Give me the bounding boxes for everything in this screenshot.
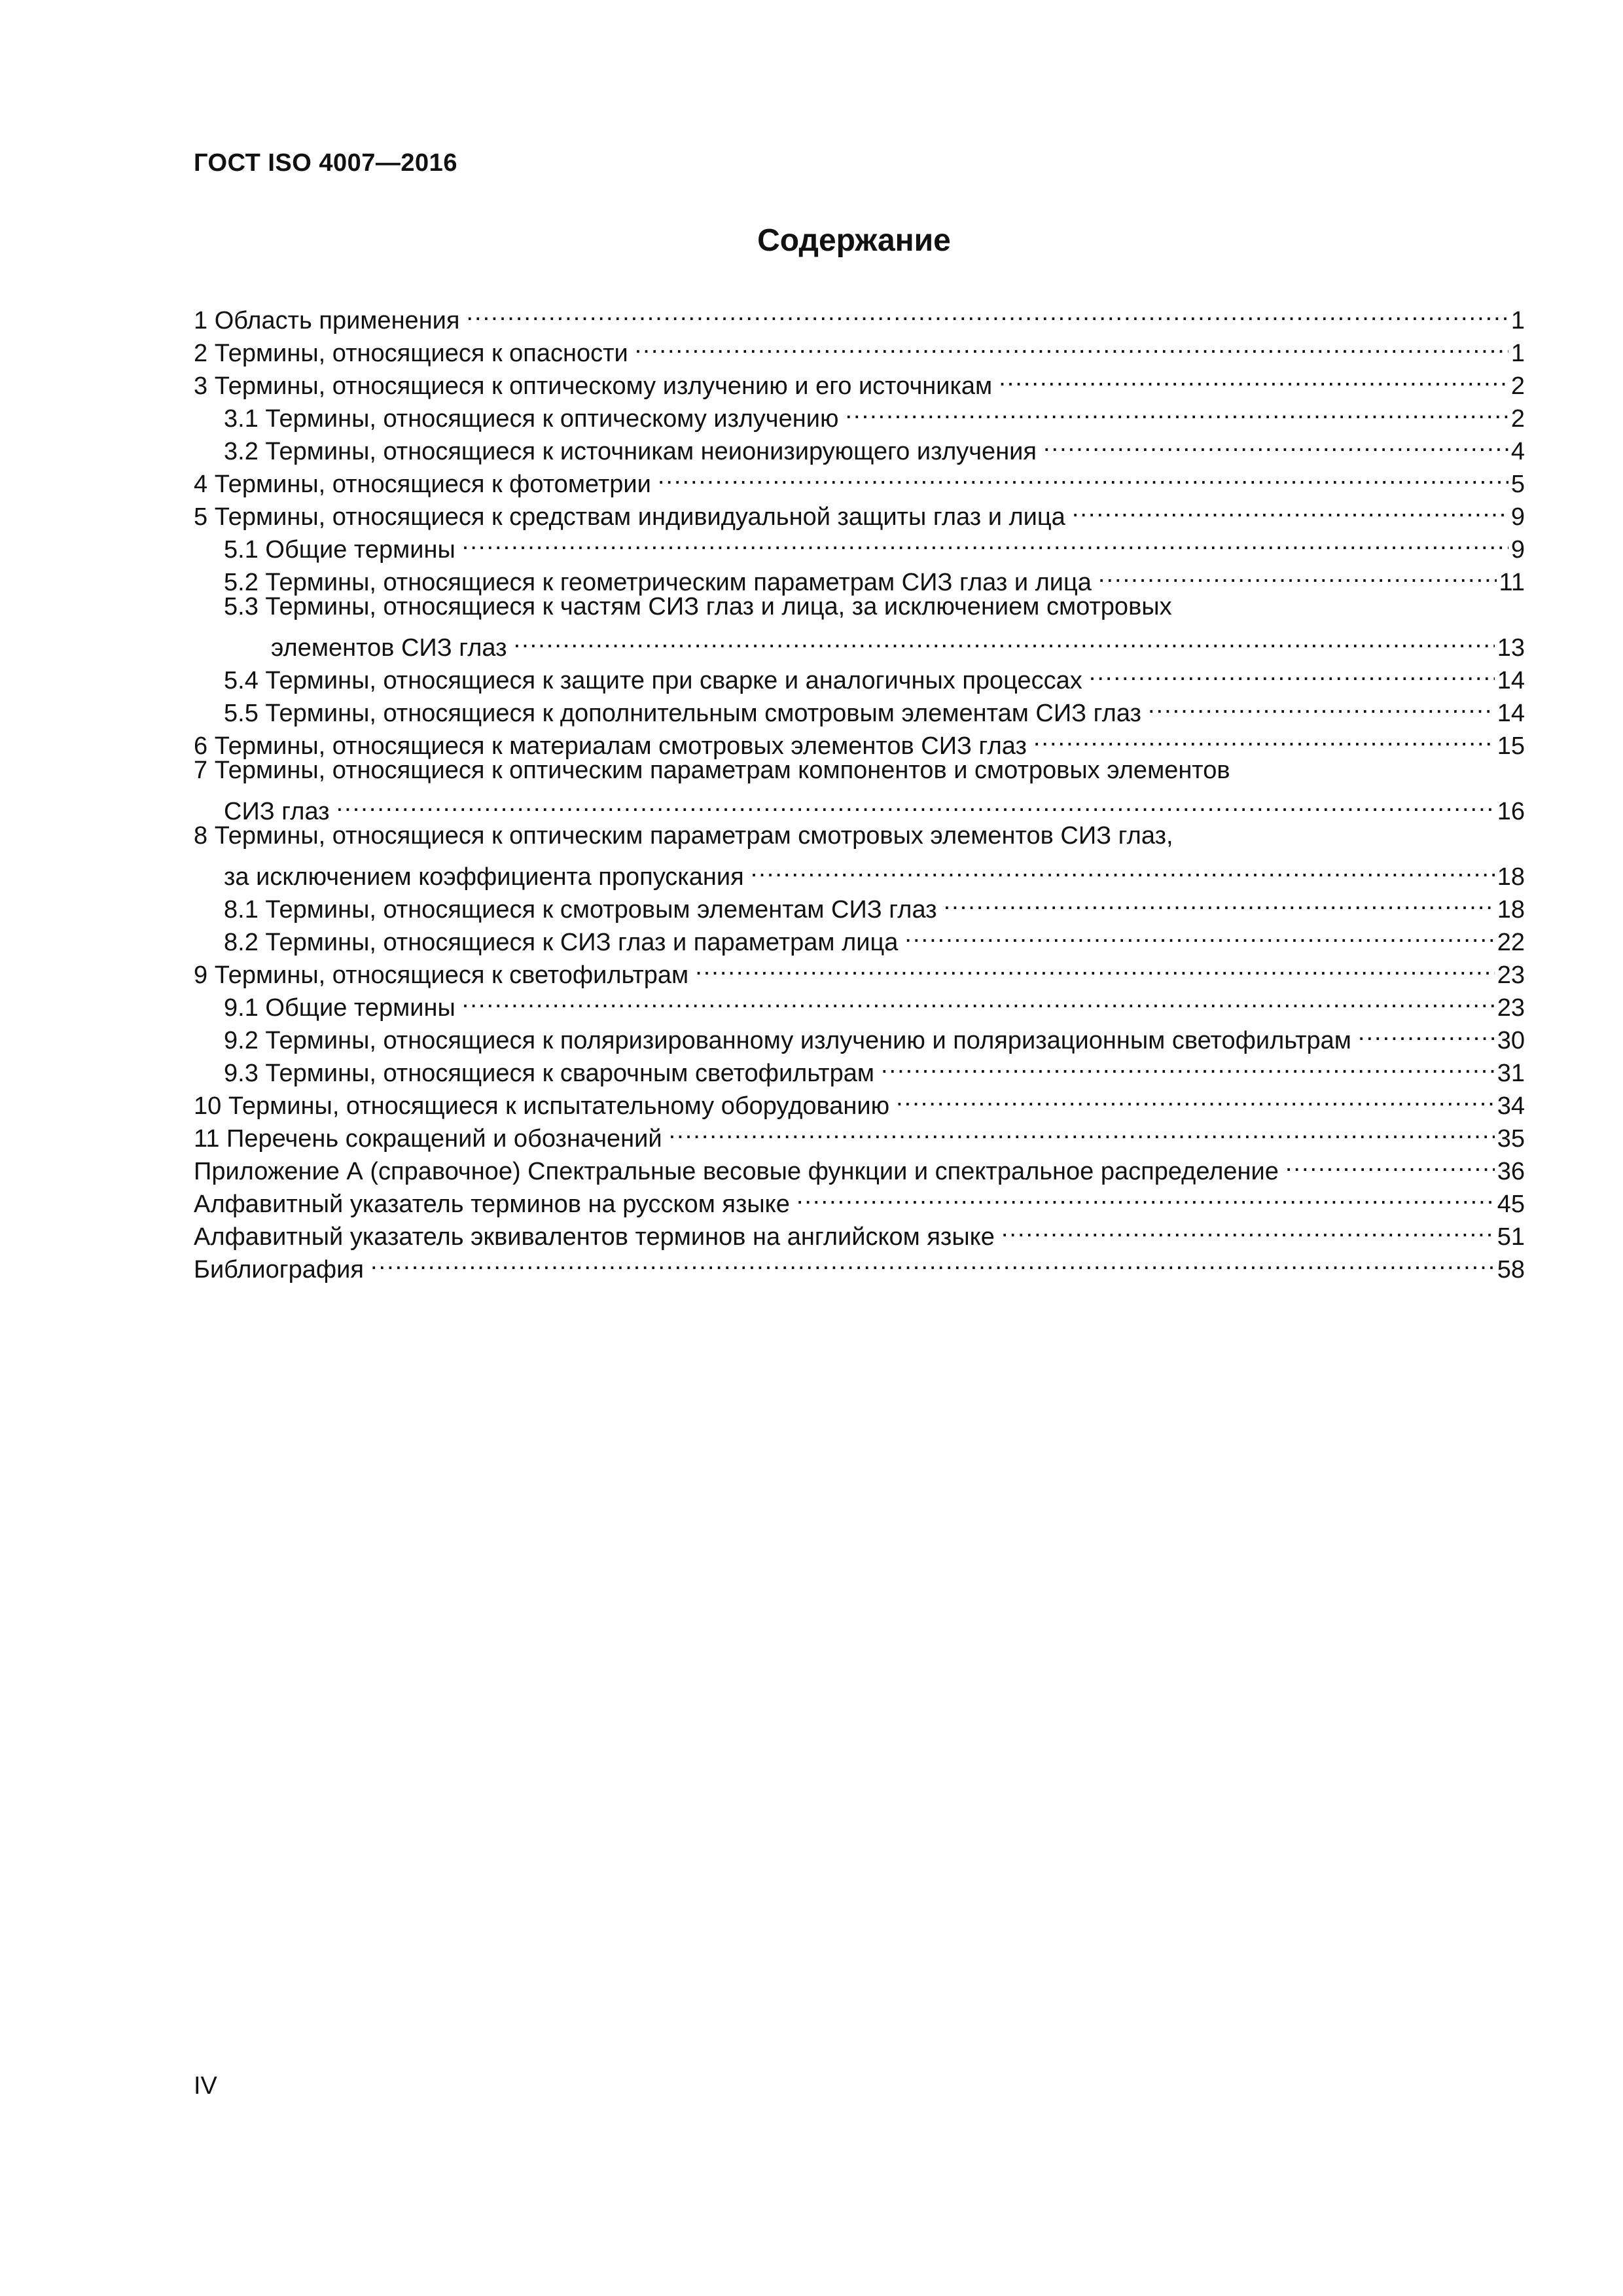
toc-dot-leader: [695, 950, 1495, 983]
toc-entry-label: 9.3 Термины, относящиеся к сварочным светофильтрам: [224, 1060, 874, 1087]
toc-dot-leader: [796, 1179, 1495, 1212]
toc-dot-leader: [1148, 689, 1495, 721]
toc-entry-page: 18: [1497, 896, 1525, 924]
toc-dot-leader: [999, 361, 1508, 394]
toc-entry[interactable]: [194, 623, 1525, 662]
toc-dot-leader: [1043, 427, 1508, 459]
toc-dot-leader: [635, 329, 1508, 361]
toc-entry-label: Библиография: [194, 1256, 364, 1283]
toc-entry-label: 3.1 Термины, относящиеся к оптическому излучению: [224, 405, 839, 433]
toc-entry-page: 34: [1497, 1092, 1525, 1120]
toc-entry-page: 5: [1510, 471, 1525, 498]
toc-dot-leader: [896, 1081, 1495, 1114]
toc-entry-label: 11 Перечень сокращений и обозначений: [194, 1125, 662, 1153]
toc-entry-page: 15: [1497, 732, 1525, 760]
toc-dot-leader: [514, 623, 1495, 656]
table-of-contents: [194, 296, 1525, 1283]
toc-dot-leader: [1001, 1212, 1495, 1245]
toc-dot-leader: [1358, 1016, 1495, 1049]
toc-entry-label: 5.1 Общие термины: [224, 536, 455, 564]
toc-entry-label: 6 Термины, относящиеся к материалам смотровых элементов СИЗ глаз: [194, 732, 1027, 760]
toc-entry-label: за исключением коэффициента пропускания: [224, 863, 744, 891]
toc-entry-page: 58: [1497, 1256, 1525, 1283]
toc-dot-leader: [1098, 558, 1497, 590]
toc-entry-page: 18: [1497, 863, 1525, 891]
toc-entry-label: элементов СИЗ глаз: [271, 634, 507, 662]
toc-dot-leader: [370, 1245, 1495, 1278]
document-header: ГОСТ ISO 4007—2016: [194, 149, 457, 177]
toc-entry-page: 31: [1497, 1060, 1525, 1087]
toc-entry-label: СИЗ глаз: [224, 798, 330, 825]
toc-entry-page: 35: [1497, 1125, 1525, 1153]
toc-entry[interactable]: [194, 590, 1525, 623]
toc-entry-label: 5.3 Термины, относящиеся к частям СИЗ глаз и лица, за исключением смотровых: [224, 593, 1172, 620]
toc-entry-label: 10 Термины, относящиеся к испытательному оборудованию: [194, 1092, 890, 1120]
toc-entry-page: 13: [1497, 634, 1525, 662]
toc-dot-leader: [658, 459, 1508, 492]
toc-entry-page: 36: [1497, 1158, 1525, 1185]
toc-entry-label: 3 Термины, относящиеся к оптическому излучению и его источникам: [194, 372, 993, 400]
page-number: IV: [194, 2072, 217, 2100]
toc-dot-leader: [336, 787, 1495, 819]
toc-entry-page: 22: [1497, 929, 1525, 956]
toc-dot-leader: [1072, 492, 1508, 525]
toc-entry-label: 9.2 Термины, относящиеся к поляризированному излучению и поляризационным светофильтрам: [224, 1027, 1351, 1054]
toc-entry-label: 5.2 Термины, относящиеся к геометрическим параметрам СИЗ глаз и лица: [224, 569, 1092, 596]
toc-entry[interactable]: [194, 787, 1525, 825]
toc-entry-label: Алфавитный указатель терминов на русском языке: [194, 1191, 790, 1218]
toc-entry-page: 23: [1497, 961, 1525, 989]
toc-entry[interactable]: [194, 754, 1525, 787]
toc-dot-leader: [751, 852, 1495, 885]
toc-dot-leader: [1089, 656, 1495, 689]
toc-entry-label: 5.5 Термины, относящиеся к дополнительным смотровым элементам СИЗ глаз: [224, 700, 1141, 727]
toc-dot-leader: [944, 885, 1495, 918]
toc-entry-label: 9 Термины, относящиеся к светофильтрам: [194, 961, 689, 989]
toc-entry-label: 1 Область применения: [194, 307, 460, 334]
toc-entry-page: 11: [1499, 569, 1525, 596]
toc-entry-page: 1: [1510, 340, 1525, 367]
toc-dot-leader: [881, 1049, 1495, 1081]
toc-entry-label: 4 Термины, относящиеся к фотометрии: [194, 471, 651, 498]
toc-entry-label: 5 Термины, относящиеся к средствам индивидуальной защиты глаз и лица: [194, 503, 1065, 531]
toc-entry-label: 3.2 Термины, относящиеся к источникам неионизирующего излучения: [224, 438, 1037, 465]
toc-dot-leader: [845, 394, 1508, 427]
toc-entry-page: 45: [1497, 1191, 1525, 1218]
toc-dot-leader: [904, 918, 1494, 950]
toc-dot-leader: [1033, 721, 1495, 754]
toc-entry-page: 23: [1497, 994, 1525, 1022]
toc-entry[interactable]: [194, 296, 1525, 334]
toc-entry-page: 1: [1510, 307, 1525, 334]
toc-entry-page: 4: [1510, 438, 1525, 465]
toc-entry[interactable]: [194, 1245, 1525, 1283]
toc-entry-page: 9: [1510, 536, 1525, 564]
toc-entry-page: 2: [1510, 372, 1525, 400]
toc-entry-label: 8.2 Термины, относящиеся к СИЗ глаз и параметрам лица: [224, 929, 899, 956]
toc-dot-leader: [462, 983, 1495, 1016]
toc-entry[interactable]: [194, 819, 1525, 852]
toc-entry-label: 5.4 Термины, относящиеся к защите при сварке и аналогичных процессах: [224, 667, 1082, 694]
toc-dot-leader: [669, 1114, 1495, 1147]
toc-dot-leader: [462, 525, 1508, 558]
toc-entry[interactable]: [194, 852, 1525, 891]
toc-entry-label: Приложение А (справочное) Спектральные весовые функции и спектральное распределение: [194, 1158, 1279, 1185]
toc-entry-label: 8 Термины, относящиеся к оптическим параметрам смотровых элементов СИЗ глаз,: [194, 822, 1173, 850]
toc-entry-label: Алфавитный указатель эквивалентов терминов на английском языке: [194, 1223, 995, 1251]
toc-dot-leader: [466, 296, 1508, 329]
toc-entry-page: 30: [1497, 1027, 1525, 1054]
toc-entry-page: 2: [1510, 405, 1525, 433]
toc-entry-label: 2 Термины, относящиеся к опасности: [194, 340, 628, 367]
toc-entry-page: 9: [1510, 503, 1525, 531]
toc-entry-page: 16: [1497, 798, 1525, 825]
toc-entry-label: 8.1 Термины, относящиеся к смотровым элементам СИЗ глаз: [224, 896, 937, 924]
toc-entry-page: 51: [1497, 1223, 1525, 1251]
toc-entry-page: 14: [1497, 700, 1525, 727]
toc-entry-label: 9.1 Общие термины: [224, 994, 455, 1022]
toc-entry-page: 14: [1497, 667, 1525, 694]
page-title: Содержание: [757, 223, 951, 258]
toc-entry-label: 7 Термины, относящиеся к оптическим параметрам компонентов и смотровых элементов: [194, 757, 1230, 784]
toc-dot-leader: [1285, 1147, 1495, 1179]
